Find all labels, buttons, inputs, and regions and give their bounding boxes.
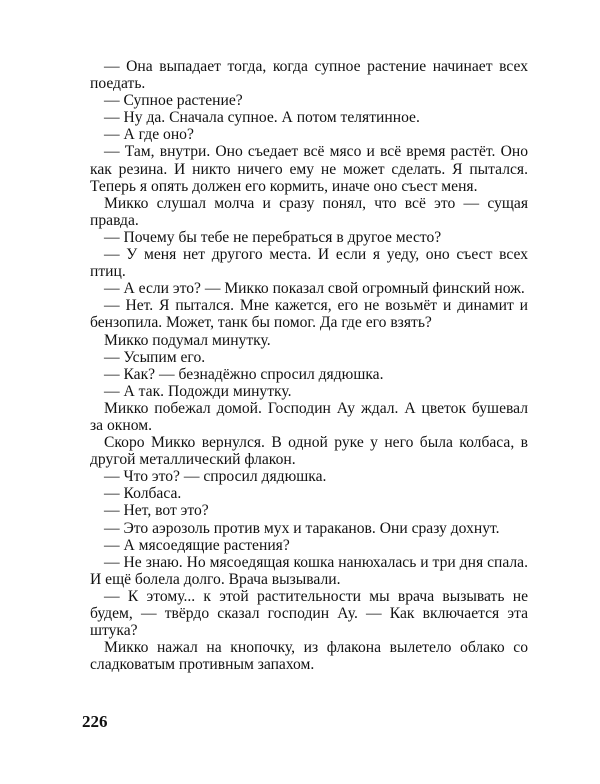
paragraph: — Усыпим его. (104, 348, 206, 366)
paragraph: — Супное растение? (104, 92, 243, 110)
paragraph: Микко побежал домой. Господин Ау ждал. А цветок бушевал за окном. (90, 399, 528, 434)
paragraph: — Почему бы тебе не перебраться в другое место? (104, 228, 442, 246)
paragraph: — А так. Подожди минутку. (104, 382, 292, 400)
paragraph: — Нет. Я пытался. Мне кажется, его не возьмёт и динамит и бензопила. Может, танк бы помог. Да где его взять? (90, 297, 528, 332)
page-number: 226 (82, 712, 108, 731)
paragraph: Микко подумал минутку. (104, 331, 271, 349)
paragraph: — К этому... к этой растительности мы врача вызывать не будем, — твёрдо сказал господин Ау. — Как включается эта штука? (90, 587, 528, 640)
paragraph: — Там, внутри. Оно съедает всё мясо и всё время растёт. Оно как резина. И никто ничего ему не может сделать. Я пытался. Теперь я опять должен его кормить, иначе оно съест меня. (90, 143, 528, 195)
paragraph: — Ну да. Сначала супное. А потом телятинное. (104, 109, 420, 127)
paragraph: Микко нажал на кнопочку, из флакона вылетело облако со сладковатым противным запахом. (90, 639, 528, 674)
paragraph: — А если это? — Микко показал свой огромный финский нож. (104, 280, 525, 298)
page-body (90, 58, 528, 673)
paragraph: — Нет, вот это? (104, 502, 209, 520)
paragraph: Микко слушал молча и сразу понял, что всё это — сущая правда. (90, 194, 528, 229)
paragraph: Скоро Микко вернулся. В одной руке у него была колбаса, в другой металлический флакон. (90, 434, 528, 469)
paragraph: — Это аэрозоль против мух и тараканов. Они сразу дохнут. (104, 519, 500, 537)
paragraph: — У меня нет другого места. И если я уеду, оно съест всех птиц. (90, 246, 528, 281)
paragraph: — Она выпадает тогда, когда супное растение начинает всех поедать. (90, 58, 528, 93)
paragraph: — Колбаса. (104, 485, 182, 503)
paragraph: — Что это? — спросил дядюшка. (104, 468, 327, 486)
paragraph: — Не знаю. Но мясоедящая кошка нанюхалась и три дня спала. И ещё болела долго. Врача вызывали. (90, 553, 528, 588)
paragraph: — А мясоедящие растения? (104, 536, 290, 554)
paragraph: — Как? — безнадёжно спросил дядюшка. (104, 365, 384, 383)
paragraph: — А где оно? (104, 126, 194, 144)
